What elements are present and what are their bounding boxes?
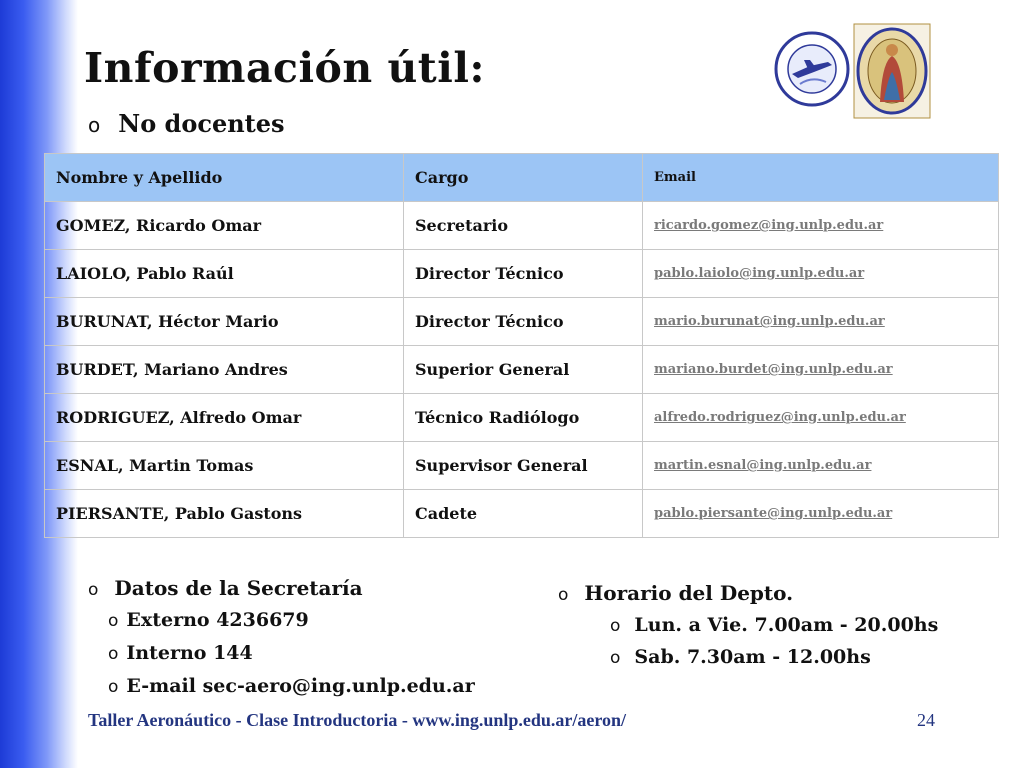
secretaria-heading: o Datos de la Secretaría	[88, 576, 363, 600]
horario-saturday: o Sab. 7.30am - 12.00hs	[610, 646, 871, 668]
cell-role: Técnico Radiólogo	[404, 394, 643, 442]
secretaria-interno: o Interno 144	[108, 642, 253, 664]
cell-name: BURDET, Mariano Andres	[45, 346, 404, 394]
email-link[interactable]: mario.burunat@ing.unlp.edu.ar	[643, 298, 999, 346]
bullet-icon: o	[558, 585, 569, 605]
bullet-icon: o	[88, 580, 99, 600]
email-link[interactable]: pablo.piersante@ing.unlp.edu.ar	[643, 490, 999, 538]
secretaria-email: o E-mail sec-aero@ing.unlp.edu.ar	[108, 675, 475, 697]
cell-role: Cadete	[404, 490, 643, 538]
cell-name: GOMEZ, Ricardo Omar	[45, 202, 404, 250]
bullet-icon: o	[108, 644, 119, 664]
staff-table	[44, 153, 999, 538]
cell-name: LAIOLO, Pablo Raúl	[45, 250, 404, 298]
bullet-icon: o	[108, 677, 119, 697]
subtitle	[88, 109, 285, 138]
page-number: 24	[917, 710, 935, 730]
email-link[interactable]: martin.esnal@ing.unlp.edu.ar	[643, 442, 999, 490]
bullet-icon: o	[88, 113, 101, 137]
cell-role: Director Técnico	[404, 298, 643, 346]
table-row	[45, 442, 999, 490]
table-row	[45, 202, 999, 250]
bullet-icon: o	[108, 611, 119, 631]
header-role: Cargo	[404, 154, 643, 202]
subtitle-text: No docentes	[118, 109, 285, 138]
footer-text: Taller Aeronáutico - Clase Introductoria - www.ing.unlp.edu.ar/aeron/	[88, 710, 627, 730]
email-link[interactable]: alfredo.rodriguez@ing.unlp.edu.ar	[643, 394, 999, 442]
horario-heading: o Horario del Depto.	[558, 581, 794, 605]
table-row	[45, 250, 999, 298]
table-row	[45, 346, 999, 394]
header-name: Nombre y Apellido	[45, 154, 404, 202]
logos	[770, 22, 938, 120]
bullet-icon: o	[610, 616, 621, 636]
table-row	[45, 394, 999, 442]
table-row	[45, 298, 999, 346]
cell-name: PIERSANTE, Pablo Gastons	[45, 490, 404, 538]
cell-role: Director Técnico	[404, 250, 643, 298]
email-link[interactable]: mariano.burdet@ing.unlp.edu.ar	[643, 346, 999, 394]
cell-name: BURUNAT, Héctor Mario	[45, 298, 404, 346]
header-email: Email	[643, 154, 999, 202]
cell-role: Secretario	[404, 202, 643, 250]
horario-weekdays: o Lun. a Vie. 7.00am - 20.00hs	[610, 614, 939, 636]
cell-name: RODRIGUEZ, Alfredo Omar	[45, 394, 404, 442]
bullet-icon: o	[610, 648, 621, 668]
email-link[interactable]: pablo.laiolo@ing.unlp.edu.ar	[643, 250, 999, 298]
aeronautics-dept-logo	[776, 33, 848, 105]
cell-role: Superior General	[404, 346, 643, 394]
table-header-row	[45, 154, 999, 202]
cell-name: ESNAL, Martin Tomas	[45, 442, 404, 490]
email-link[interactable]: ricardo.gomez@ing.unlp.edu.ar	[643, 202, 999, 250]
secretaria-externo: o Externo 4236679	[108, 609, 309, 631]
unlp-seal-logo	[854, 24, 930, 118]
table-row	[45, 490, 999, 538]
slide-title: Información útil:	[84, 44, 486, 92]
cell-role: Supervisor General	[404, 442, 643, 490]
